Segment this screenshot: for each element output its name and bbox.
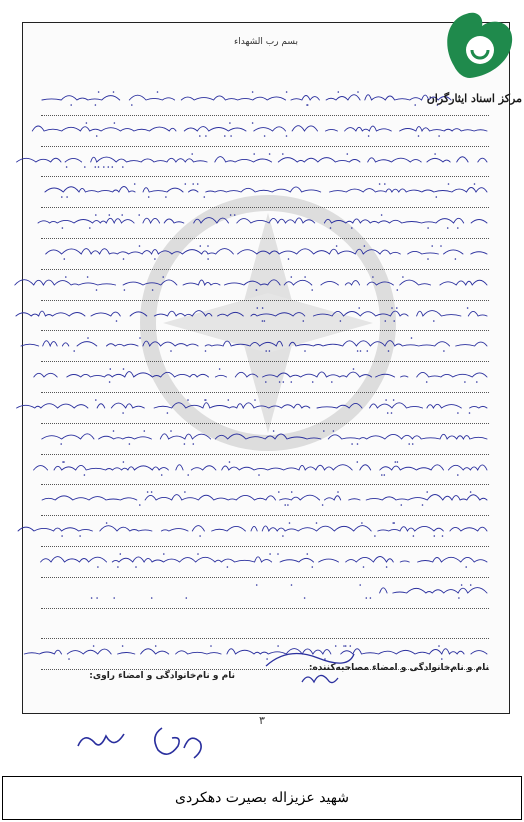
handwriting-stroke bbox=[41, 273, 491, 293]
ruled-line bbox=[41, 609, 489, 640]
ruled-line bbox=[41, 547, 489, 578]
handwriting-stroke bbox=[41, 519, 491, 539]
caption-box bbox=[2, 776, 522, 820]
interviewer-label: نام و نام‌خانوادگی و امضاء مصاحبه‌کننده: bbox=[308, 663, 489, 673]
handwriting-stroke bbox=[41, 365, 491, 385]
ruled-line bbox=[41, 239, 489, 270]
ruled-line bbox=[41, 516, 489, 547]
ruled-line bbox=[41, 116, 489, 147]
narrator-label: نام و نام‌خانوادگی و امضاء راوی: bbox=[89, 671, 235, 681]
ruled-lines bbox=[41, 85, 489, 670]
ruled-line bbox=[41, 455, 489, 486]
handwriting-stroke bbox=[41, 581, 491, 601]
handwriting-stroke bbox=[41, 334, 491, 354]
handwriting-stroke bbox=[41, 427, 491, 447]
handwriting-stroke bbox=[41, 211, 491, 231]
handwriting-stroke bbox=[41, 88, 491, 108]
ruled-line bbox=[41, 177, 489, 208]
handwriting-stroke bbox=[41, 488, 491, 508]
interviewer-signature bbox=[258, 636, 358, 690]
ruled-line bbox=[41, 301, 489, 332]
page-number: ۳ bbox=[259, 714, 265, 727]
organization-name: مرکز اسناد ایثارگران bbox=[426, 92, 522, 105]
handwriting-stroke bbox=[41, 180, 491, 200]
handwriting-stroke bbox=[41, 458, 491, 478]
logo-mark-icon bbox=[436, 6, 522, 92]
narrator-signature bbox=[66, 718, 216, 770]
handwriting-stroke bbox=[41, 242, 491, 262]
ruled-line bbox=[41, 424, 489, 455]
handwriting-stroke bbox=[41, 150, 491, 170]
handwriting-stroke bbox=[41, 550, 491, 570]
ruled-line bbox=[41, 393, 489, 424]
ruled-line bbox=[41, 147, 489, 178]
ruled-line bbox=[41, 485, 489, 516]
ruled-line bbox=[41, 578, 489, 609]
sheet-heading: بسم رب الشهداء bbox=[234, 37, 298, 47]
ruled-line bbox=[41, 270, 489, 301]
caption-text: شهید عزیزاله بصیرت دهکردی bbox=[175, 790, 349, 806]
ruled-line bbox=[41, 362, 489, 393]
handwriting-stroke bbox=[41, 304, 491, 324]
ruled-line bbox=[41, 331, 489, 362]
handwriting-stroke bbox=[41, 396, 491, 416]
interview-sheet bbox=[22, 22, 510, 714]
ruled-line bbox=[41, 208, 489, 239]
organization-logo bbox=[426, 6, 522, 112]
ruled-line bbox=[41, 85, 489, 116]
handwriting-stroke bbox=[41, 119, 491, 139]
